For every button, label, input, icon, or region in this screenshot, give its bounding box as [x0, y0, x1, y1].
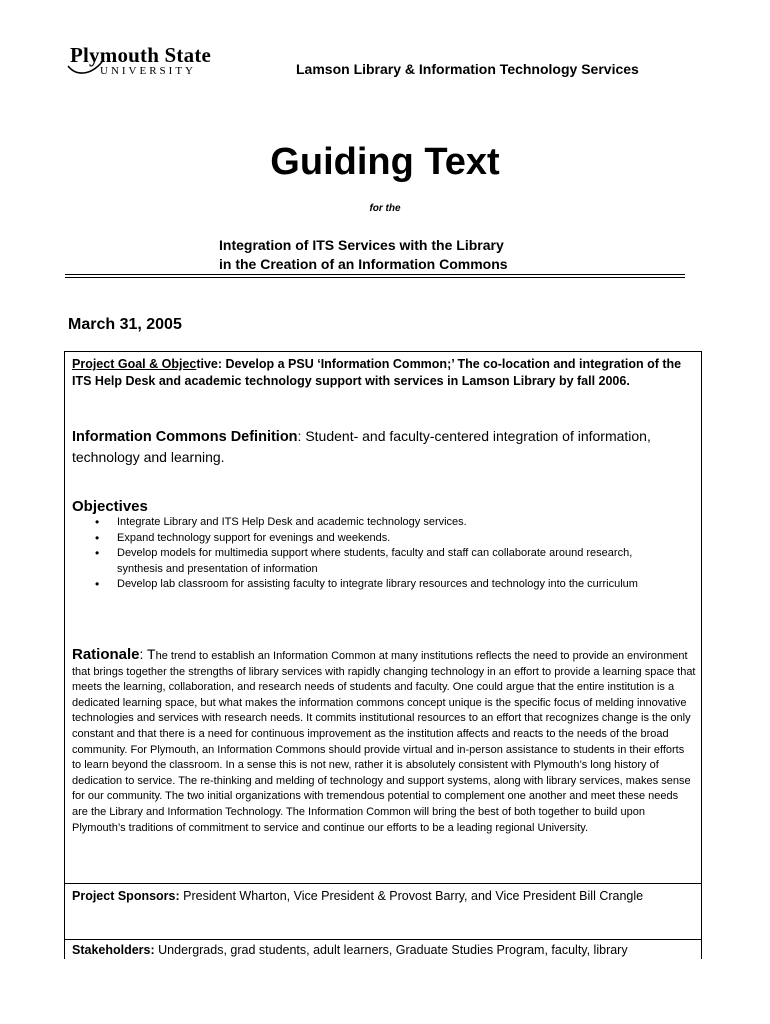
- integration-line-1: Integration of ITS Services with the Library: [219, 237, 504, 253]
- project-sponsors: [72, 888, 692, 905]
- definition-text: : Student- and faculty-centered integration of information, technology and learning.: [72, 428, 651, 465]
- goal-text: tive: Develop a PSU ‘Information Common;’ The co-location and integration of the ITS Help Desk and academic technology support with services in Lamson Library by fall 2006.: [72, 357, 682, 388]
- org-header: Lamson Library & Information Technology Services: [296, 61, 639, 77]
- stakeholders-box: [64, 939, 702, 959]
- rationale-lead: T: [147, 646, 156, 662]
- sponsors-text: President Wharton, Vice President & Provost Barry, and Vice President Bill Crangle: [179, 889, 644, 903]
- integration-line-2: in the Creation of an Information Commons: [219, 256, 508, 272]
- logo-university: UNIVERSITY: [100, 65, 196, 77]
- university-logo: [66, 44, 226, 78]
- stakeholders-label: Stakeholders:: [72, 943, 155, 957]
- stakeholders-text: Undergrads, grad students, adult learners, Graduate Studies Program, faculty, library: [154, 943, 628, 957]
- document-date: March 31, 2005: [68, 316, 182, 333]
- page-subtitle: for the: [369, 203, 401, 214]
- list-item: • Integrate Library and ITS Help Desk and academic technology services.: [95, 515, 665, 531]
- rationale-label: Rationale: [72, 646, 140, 663]
- logo-name: Plymouth State: [70, 43, 212, 67]
- list-item: • Expand technology support for evenings and weekends.: [95, 531, 665, 547]
- commons-definition: [72, 426, 692, 467]
- definition-label: Information Commons Definition: [72, 429, 298, 445]
- main-section-box: [64, 351, 702, 884]
- stakeholders: [72, 942, 702, 958]
- rationale-separator: :: [139, 646, 148, 662]
- objectives-list: [95, 515, 665, 593]
- divider-top: [65, 274, 685, 275]
- objectives-heading: Objectives: [72, 498, 148, 515]
- divider-bottom: [65, 277, 685, 278]
- goal-label: Project Goal & Objec: [72, 357, 197, 371]
- integration-heading: [219, 236, 508, 274]
- sponsors-label: Project Sponsors:: [72, 889, 180, 903]
- project-goal: [72, 356, 692, 390]
- list-item: • Develop lab classroom for assisting faculty to integrate library resources and technology into the curriculum: [95, 577, 665, 593]
- sponsors-box: [64, 883, 702, 940]
- rationale-text: he trend to establish an Information Common at many institutions reflects the need to provide an environment that brings together the strengths of library services with rapidly changing technology in an effort to provide a learning space that meets the learning, collaboration, and research needs of students and faculty. One could argue that the entire institution is a dedicated learning space, but what makes the information commons concept unique is the specific focus of melding innovative technologies and services with research needs. It commits institutional resources to an effort that recognizes change is the only constant and that there is a need for continuous improvement as the institution affects and reacts to the needs of the broad community. For Plymouth, an Information Commons should provide virtual and in-person assistance to students in their efforts to learn beyond the classroom. In a sense this is not new, rather it is absolutely consistent with Plymouth’s long history of dedication to service. The re-thinking and melding of technology and support systems, along with library services, makes sense for our community. The two initial organizations with tremendous potential to complement one another and meet these needs are the Library and Information Technology. The Information Common will bring the best of both together to build upon Plymouth’s traditions of commitment to service and continue our efforts to be a leading regional University.: [72, 650, 696, 834]
- rationale: [72, 647, 696, 836]
- list-item: • Develop models for multimedia support where students, faculty and staff can collaborate around research, synthesis and presentation of information: [95, 546, 665, 577]
- page-title: Guiding Text: [270, 141, 500, 183]
